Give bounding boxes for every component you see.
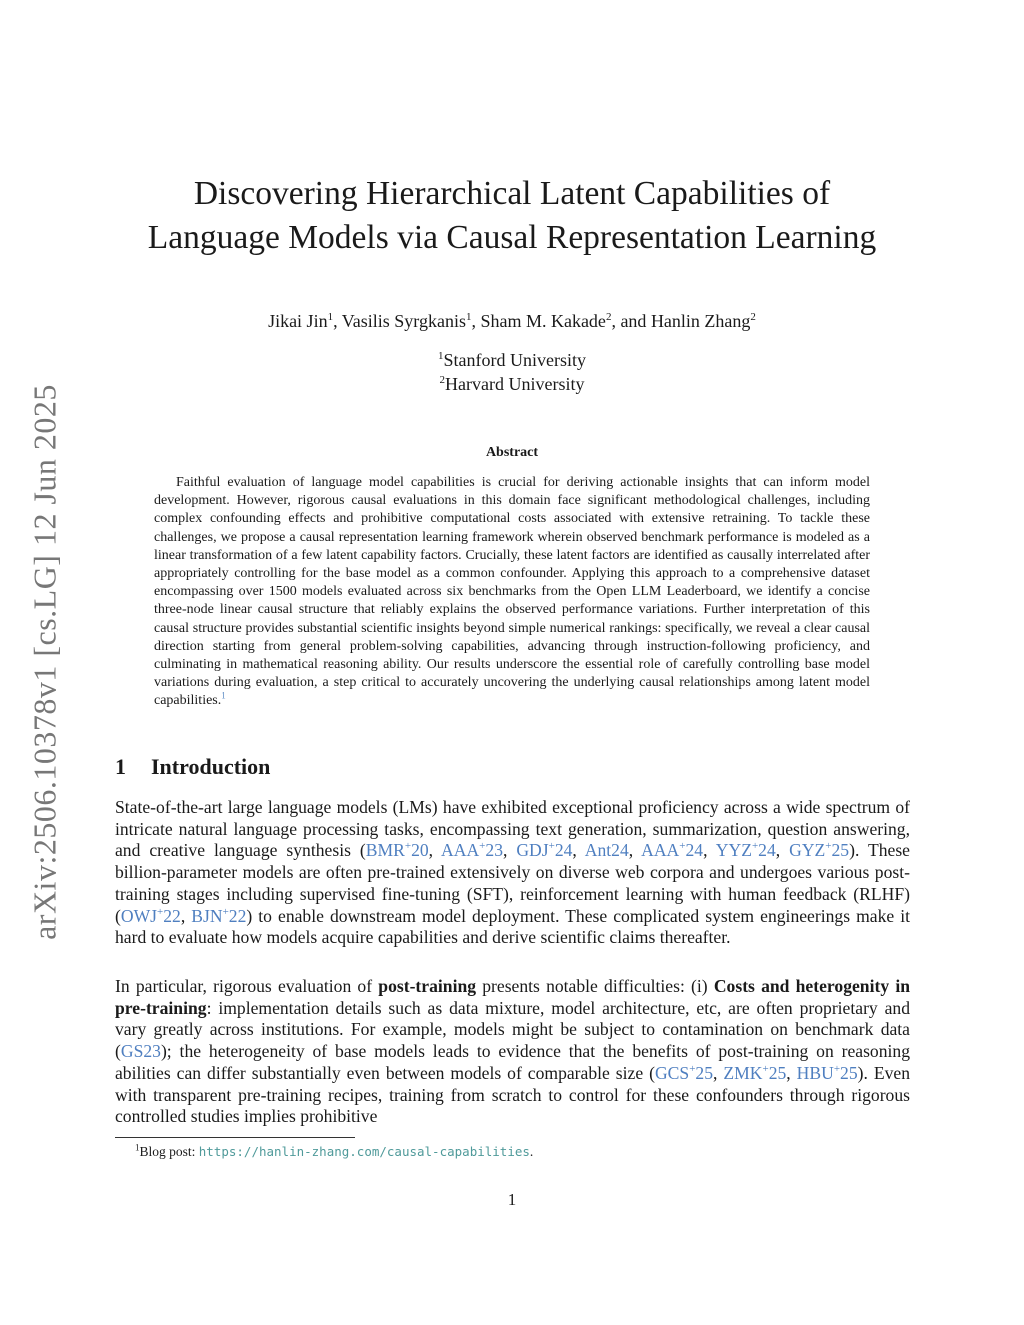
abstract-body: [154, 474, 870, 711]
footnote: [135, 1143, 895, 1161]
abstract-heading: Abstract: [485, 445, 539, 460]
cite-year: 24: [758, 840, 776, 861]
citation-link[interactable]: [655, 1063, 713, 1083]
cite-year: 23: [485, 840, 503, 861]
author-affil-mark: 1: [465, 311, 472, 323]
blog-url-link[interactable]: https://hanlin-zhang.com/causal-capabilities: [198, 1144, 530, 1159]
cite-plus: +: [689, 1062, 696, 1075]
citation-link[interactable]: Ant24: [584, 840, 629, 861]
cite-year: 25: [768, 1062, 787, 1083]
paragraph-text: : implementation details such as data mixture, model architecture, etc, are often proprietary and vary greatly across institutions. For example, models might be subject to contamination on benchmark data (: [115, 997, 910, 1062]
citation-link[interactable]: GS23: [120, 1041, 161, 1062]
cite-year: 22: [228, 905, 247, 926]
arxiv-identifier: arXiv:2506.10378v1 [cs.LG] 12 Jun 2025: [26, 384, 63, 940]
abstract-text: Faithful evaluation of language model capabilities is crucial for deriving actionable insights that can inform model development. However, rigorous causal evaluations in this domain face significant methodological challenges, including complex confounding effects and prohibitive computational costs associated with extensive retraining. To tackle these challenges, we propose a causal representation learning framework wherein observed benchmark performance is modeled as a linear transformation of a few latent capability factors. Crucially, these latent factors are identified as causally interrelated after appropriately controlling for the base model as a common confounder. Applying this approach to a comprehensive dataset encompassing over 1500 models evaluated across six benchmarks from the Open LLM Leaderboard, we identify a concise three-node linear causal structure that reliably explains the observed performance variations. Further interpretation of this causal structure provides substantial scientific insights beyond simple numerical rankings: specifically, we reveal a clear causal direction starting from general problem-solving capabilities, advancing through instruction-following proficiency, and culminating in mathematical reasoning ability. Our results underscore the essential role of carefully controlling base model variations during evaluation, a step critical to accurately uncovering the underlying causal relationships among latent model capabilities.: [154, 475, 870, 709]
cite-key: GYZ: [789, 840, 826, 861]
cite-key: AAA: [641, 840, 680, 861]
cite-plus: +: [833, 1062, 841, 1075]
cite-key: GCS: [654, 1062, 690, 1083]
affiliation-list: [112, 348, 912, 396]
paragraph-text: ); the heterogeneity of base models leads to evidence that the benefits of post-training on reasoning abilities can differ substantially even between models of comparable size (: [115, 1041, 910, 1083]
affil-name: Harvard University: [445, 374, 585, 394]
section-title: Introduction: [151, 754, 271, 779]
cite-plus: +: [679, 840, 686, 853]
author-affil-mark: 1: [327, 311, 334, 323]
paragraph-text: ) to enable downstream model deployment. These complicated system engineerings make it hard to evaluate how models acquire capabilities and derive scientific claims thereafter.: [115, 905, 910, 948]
affiliation: [112, 372, 912, 396]
cite-key: GDJ: [516, 840, 549, 861]
paragraph-text: ). Even with transparent pre-training recipes, training from scratch to control for these confounders through rigorous controlled studies implies prohibitive: [115, 1062, 910, 1127]
cite-key: BMR: [365, 840, 405, 861]
paragraph-text: State-of-the-art large language models (LMs) have exhibited exceptional proficiency across a wide spectrum of intricate natural language processing tasks, encompassing text generation, summarization, question answering, and creative language synthesis (: [115, 797, 910, 861]
citation-link[interactable]: [716, 840, 776, 860]
cite-key: OWJ: [120, 905, 158, 926]
cite-year: 25: [840, 1062, 858, 1083]
citation-link[interactable]: [121, 906, 181, 926]
section-heading: [115, 754, 910, 780]
citation-link[interactable]: [797, 1063, 858, 1083]
footnote-number: 1: [135, 1142, 140, 1153]
citation-link[interactable]: [641, 840, 703, 860]
cite-plus: +: [222, 905, 229, 918]
author-separator: ,: [471, 311, 481, 331]
footnote-link[interactable]: 1: [221, 690, 226, 701]
affil-mark: 2: [439, 374, 446, 386]
cite-year: 22: [163, 905, 181, 926]
author-separator: ,: [333, 311, 342, 331]
cite-year: 24: [685, 840, 704, 861]
cite-plus: +: [825, 840, 832, 853]
cite-plus: +: [751, 840, 759, 853]
author-name: Sham M. Kakade: [480, 311, 606, 331]
affil-mark: 1: [438, 350, 444, 362]
cite-plus: +: [479, 840, 486, 853]
paper-title: [112, 172, 912, 260]
citation-link[interactable]: [441, 840, 503, 860]
paragraph-text: presents notable difficulties: (i): [476, 976, 714, 996]
author-name: Jikai Jin: [268, 311, 328, 331]
cite-key: ZMK: [723, 1062, 763, 1083]
footnote-end: .: [529, 1144, 534, 1159]
cite-key: HBU: [796, 1062, 834, 1083]
citation-link[interactable]: [723, 1063, 786, 1083]
author-affil-mark: 2: [605, 311, 612, 323]
cite-key: BJN: [191, 905, 223, 926]
author-separator: , and: [611, 311, 651, 331]
cite-plus: +: [404, 840, 412, 853]
paragraph-text: In particular, rigorous evaluation of: [115, 976, 379, 996]
citation-link[interactable]: [516, 840, 572, 860]
cite-year: 20: [411, 840, 429, 861]
title-line-1: Discovering Hierarchical Latent Capabilities of: [193, 175, 831, 212]
intro-paragraph-1: State-of-the-art large language models (LMs) have exhibited exceptional proficiency across a wide spectrum of intricate natural language processing tasks, encompassing text generation, summarization, question answering, and creative language synthesis (BMR+20, AAA+23, GDJ+24, Ant24, AAA+24, YYZ+24, GYZ+25). These billion-parameter models are often pre-trained extensively on diverse web corpora and undergoes various post-training stages including supervised fine-tuning (SFT), reinforcement learning with human feedback (RLHF) (OWJ+22, BJN+22) to enable downstream model deployment. These complicated system engineerings make it hard to evaluate how models acquire capabilities and derive scientific claims thereafter.: [115, 797, 910, 948]
bold-term: post-training: [378, 976, 477, 996]
title-line-2: Language Models via Causal Representation Learning: [147, 219, 877, 256]
citation-link[interactable]: [191, 906, 246, 926]
author-name: Hanlin Zhang: [650, 311, 751, 331]
cite-year: 25: [831, 840, 850, 861]
cite-year: 24: [554, 840, 573, 861]
page-number: 1: [507, 1190, 517, 1209]
cite-plus: +: [548, 840, 555, 853]
author-name: Vasilis Syrgkanis: [341, 311, 466, 331]
intro-paragraph-2: In particular, rigorous evaluation of post-training presents notable difficulties: (i) Costs and heterogenity in pre-training: implementation details such as data mixture, model architecture, etc, are often proprietary and vary greatly across institutions. For example, models might be subject to contamination on benchmark data (GS23); the heterogeneity of base models leads to evidence that the benefits of post-training on reasoning abilities can differ substantially even between models of comparable size (GCS+25, ZMK+25, HBU+25). Even with transparent pre-training recipes, training from scratch to control for these confounders through rigorous controlled studies implies prohibitive: [115, 976, 910, 1127]
footnote-divider: [115, 1137, 355, 1138]
arxiv-sidebar-stamp: [18, 372, 72, 952]
author-list: [112, 309, 912, 333]
cite-plus: +: [762, 1062, 769, 1075]
paragraph-text: ). These billion-parameter models are often pre-trained extensively on diverse web corpora and undergoes various post-training stages including supervised fine-tuning (SFT), reinforcement learning with human feedback (RLHF) (: [115, 840, 910, 926]
author-affil-mark: 2: [750, 311, 756, 323]
cite-year: 25: [695, 1062, 714, 1083]
section-number: 1: [115, 754, 126, 779]
citation-link[interactable]: [789, 840, 849, 860]
affil-name: Stanford University: [443, 350, 586, 370]
cite-key: AAA: [441, 840, 480, 861]
bold-term: Costs and heterogenity in pre-training: [115, 976, 910, 1018]
cite-key: YYZ: [715, 840, 752, 861]
footnote-label: Blog post:: [139, 1144, 199, 1159]
cite-plus: +: [157, 905, 164, 918]
affiliation: [112, 348, 912, 372]
citation-link[interactable]: [366, 840, 429, 860]
